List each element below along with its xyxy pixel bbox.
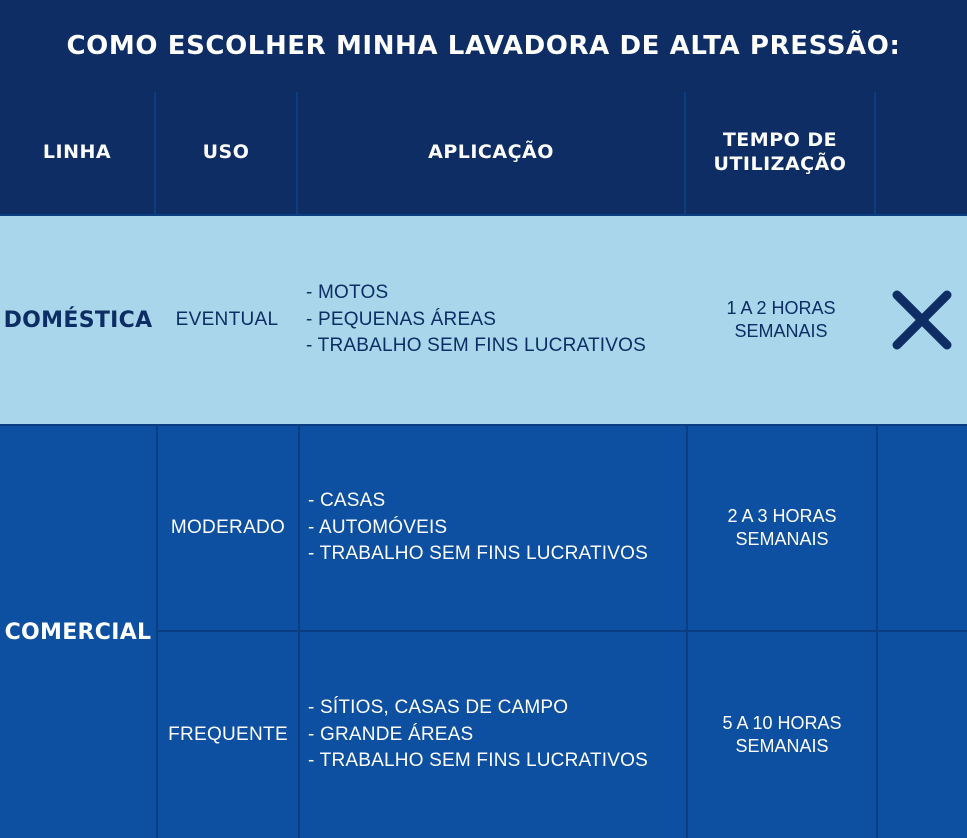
- table-header-row: [0, 92, 967, 216]
- list-item: - TRABALHO SEM FINS LUCRATIVOS: [308, 543, 648, 565]
- column-header-tempo: [686, 92, 876, 214]
- cell-aplicacao-frequente: [300, 632, 688, 838]
- list-item: - SÍTIOS, CASAS DE CAMPO: [308, 696, 569, 718]
- cell-aplicacao-domestica: [298, 216, 686, 424]
- cell-tempo-domestica-line1: 1 A 2 HORAS: [726, 297, 836, 318]
- column-header-aplicacao-label: APLICAÇÃO: [428, 141, 554, 164]
- cell-tempo-frequente-line1: 5 A 10 HORAS: [722, 712, 842, 733]
- list-item: - GRANDE ÁREAS: [308, 723, 474, 745]
- comparison-table: [0, 92, 967, 838]
- cell-uso-moderado: [158, 426, 300, 630]
- cell-aplicacao-moderado: [300, 426, 688, 630]
- list-item: - CASAS: [308, 489, 386, 511]
- table-row-domestica: [0, 216, 967, 426]
- column-header-linha: [0, 92, 156, 214]
- page-title: COMO ESCOLHER MINHA LAVADORA DE ALTA PRESSÃO:: [66, 31, 901, 61]
- column-header-marker: [876, 92, 967, 214]
- list-item: - AUTOMÓVEIS: [308, 516, 448, 538]
- cell-marker-moderado: [878, 426, 967, 630]
- column-header-tempo-line1: TEMPO DE: [722, 129, 838, 152]
- cell-tempo-domestica-line2: SEMANAIS: [734, 321, 828, 341]
- cell-tempo-moderado-line2: SEMANAIS: [735, 529, 829, 549]
- cell-uso-moderado-label: MODERADO: [170, 517, 286, 538]
- table-group-comercial: [0, 426, 967, 838]
- aplicacao-list-domestica: [306, 280, 678, 361]
- title-bar: [0, 0, 967, 92]
- cell-linha-domestica-label: DOMÉSTICA: [3, 307, 153, 333]
- column-header-linha-label: LINHA: [42, 141, 112, 164]
- cell-uso-frequente: [158, 632, 300, 838]
- cell-uso-domestica-label: EVENTUAL: [175, 309, 279, 330]
- cell-linha-domestica: [0, 216, 156, 424]
- cell-linha-comercial-label: COMERCIAL: [4, 619, 152, 645]
- column-header-uso-label: USO: [202, 141, 250, 164]
- aplicacao-list-moderado: [308, 488, 678, 569]
- cell-tempo-moderado-line1: 2 A 3 HORAS: [727, 505, 837, 526]
- cell-linha-comercial: [0, 426, 158, 838]
- list-item: - TRABALHO SEM FINS LUCRATIVOS: [306, 335, 646, 357]
- cell-tempo-frequente-line2: SEMANAIS: [735, 736, 829, 756]
- aplicacao-list-frequente: [308, 695, 678, 776]
- cell-uso-frequente-label: FREQUENTE: [168, 724, 288, 745]
- table-row-frequente: [158, 632, 967, 838]
- column-header-aplicacao: [298, 92, 686, 214]
- column-header-uso: [156, 92, 298, 214]
- list-item: - PEQUENAS ÁREAS: [306, 308, 497, 330]
- column-header-tempo-line2: UTILIZAÇÃO: [713, 153, 847, 175]
- table-row-moderado: [158, 426, 967, 632]
- cell-marker-domestica: [876, 216, 967, 424]
- cell-tempo-moderado: [688, 426, 878, 630]
- x-mark-icon: [891, 289, 953, 351]
- cell-uso-domestica: [156, 216, 298, 424]
- cell-tempo-frequente: [688, 632, 878, 838]
- list-item: - TRABALHO SEM FINS LUCRATIVOS: [308, 750, 648, 772]
- list-item: - MOTOS: [306, 281, 389, 303]
- cell-marker-frequente: [878, 632, 967, 838]
- comercial-rows: [158, 426, 967, 838]
- cell-tempo-domestica: [686, 216, 876, 424]
